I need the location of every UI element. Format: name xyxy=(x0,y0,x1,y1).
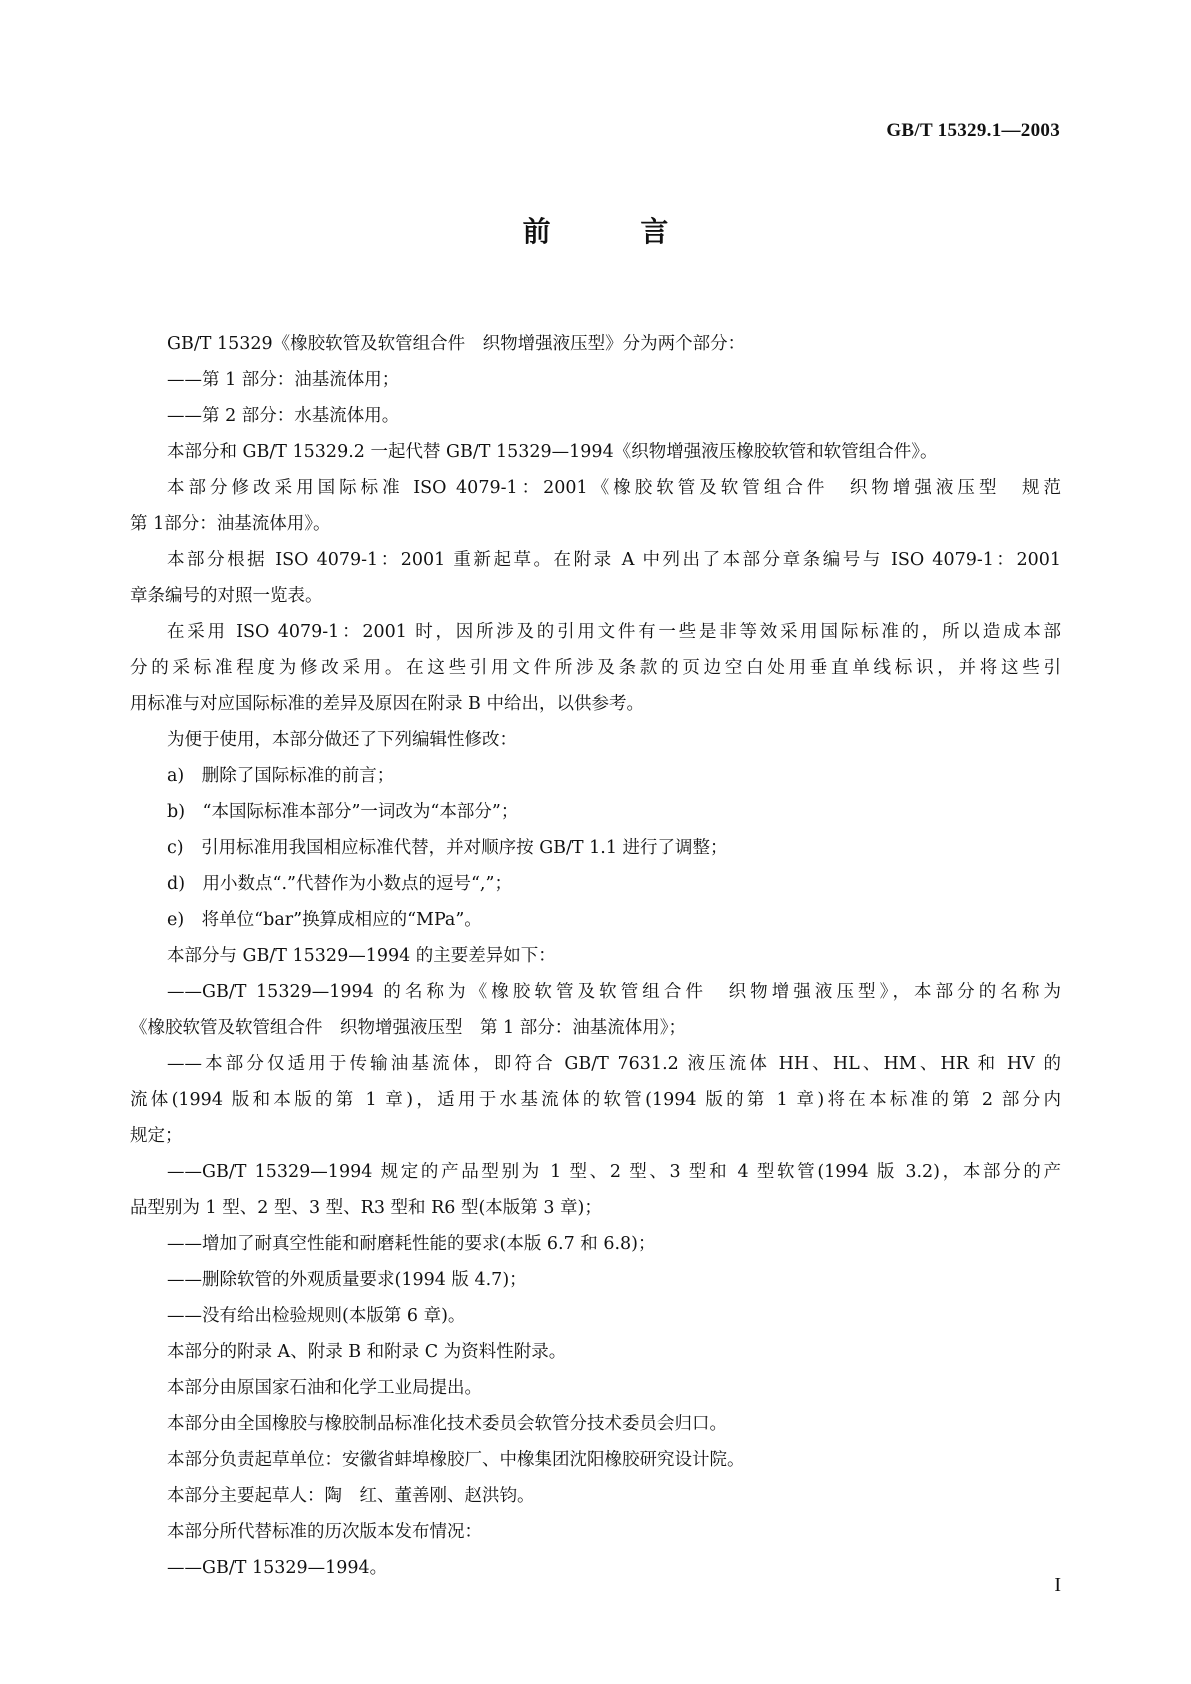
text-line: 品型别为 1 型、2 型、3 型、R3 型和 R6 型(本版第 3 章)； xyxy=(130,1198,602,1218)
text-line: b) “本国际标准本部分”一词改为“本部分”； xyxy=(167,802,519,822)
text-line: 本部分和 GB/T 15329.2 一起代替 GB/T 15329—1994《织物增强液压橡胶软管和软管组合件》。 xyxy=(167,442,938,462)
text-line: 分的采标准程度为修改采用。在这些引用文件所涉及条款的页边空白处用垂直单线标识，并将这些引 xyxy=(130,658,1061,678)
text-line: 本部分所代替标准的历次版本发布情况： xyxy=(167,1522,482,1542)
text-line: 本部分的附录 A、附录 B 和附录 C 为资料性附录。 xyxy=(167,1342,567,1362)
text-line: ——GB/T 15329—1994 的名称为《橡胶软管及软管组合件 织物增强液压型》，本部分的名称为 xyxy=(167,982,1061,1002)
text-line: ——第 2 部分：水基流体用。 xyxy=(167,406,400,426)
text-line: 本部分负责起草单位：安徽省蚌埠橡胶厂、中橡集团沈阳橡胶研究设计院。 xyxy=(167,1450,745,1470)
text-line: 《橡胶软管及软管组合件 织物增强液压型 第 1 部分：油基流体用》； xyxy=(130,1018,687,1038)
text-line: ——GB/T 15329—1994 规定的产品型别为 1 型、2 型、3 型和 4 型软管(1994 版 3.2)，本部分的产 xyxy=(167,1162,1061,1182)
text-line: GB/T 15329《橡胶软管及软管组合件 织物增强液压型》分为两个部分： xyxy=(167,334,746,354)
text-line: ——第 1 部分：油基流体用； xyxy=(167,370,400,390)
text-line: 本部分修改采用国际标准 ISO 4079-1：2001《橡胶软管及软管组合件 织物增强液压型 规范 xyxy=(167,478,1061,498)
text-line: 本部分与 GB/T 15329—1994 的主要差异如下： xyxy=(167,946,556,966)
text-line: e) 将单位“bar”换算成相应的“MPa”。 xyxy=(167,910,482,930)
text-line: 流体(1994 版和本版的第 1 章)，适用于水基流体的软管(1994 版的第 1 章)将在本标准的第 2 部分内 xyxy=(130,1090,1061,1110)
text-line: 第 1部分：油基流体用》。 xyxy=(130,514,331,534)
page-title: 前 言 xyxy=(522,215,709,248)
text-line: 章条编号的对照一览表。 xyxy=(130,586,323,606)
standard-code: GB/T 15329.1—2003 xyxy=(886,120,1060,141)
text-line: d) 用小数点“.”代替作为小数点的逗号“,”； xyxy=(167,874,512,894)
text-line: ——增加了耐真空性能和耐磨耗性能的要求(本版 6.7 和 6.8)； xyxy=(167,1234,656,1254)
page-number: I xyxy=(1054,1574,1061,1596)
document-body xyxy=(130,326,1061,1586)
text-line: 为便于使用，本部分做还了下列编辑性修改： xyxy=(167,730,517,750)
text-line: 规定； xyxy=(130,1126,183,1146)
text-line: 在采用 ISO 4079-1：2001 时，因所涉及的引用文件有一些是非等效采用国际标准的，所以造成本部 xyxy=(167,622,1061,642)
text-line: 本部分由原国家石油和化学工业局提出。 xyxy=(167,1378,482,1398)
text-line: ——没有给出检验规则(本版第 6 章)。 xyxy=(167,1306,466,1326)
text-line: 本部分主要起草人：陶 红、董善刚、赵洪钧。 xyxy=(167,1486,535,1506)
text-line: c) 引用标准用我国相应标准代替，并对顺序按 GB/T 1.1 进行了调整； xyxy=(167,838,728,858)
text-line: 本部分由全国橡胶与橡胶制品标准化技术委员会软管分技术委员会归口。 xyxy=(167,1414,727,1434)
text-line: a) 删除了国际标准的前言； xyxy=(167,766,395,786)
text-line: ——GB/T 15329—1994。 xyxy=(167,1558,388,1578)
text-line: ——本部分仅适用于传输油基流体，即符合 GB/T 7631.2 液压流体 HH、HL、HM、HR 和 HV 的 xyxy=(167,1054,1061,1074)
text-line: 本部分根据 ISO 4079-1：2001 重新起草。在附录 A 中列出了本部分章条编号与 ISO 4079-1：2001 xyxy=(167,550,1061,570)
text-line: 用标准与对应国际标准的差异及原因在附录 B 中给出，以供参考。 xyxy=(130,694,644,714)
text-line: ——删除软管的外观质量要求(1994 版 4.7)； xyxy=(167,1270,527,1290)
